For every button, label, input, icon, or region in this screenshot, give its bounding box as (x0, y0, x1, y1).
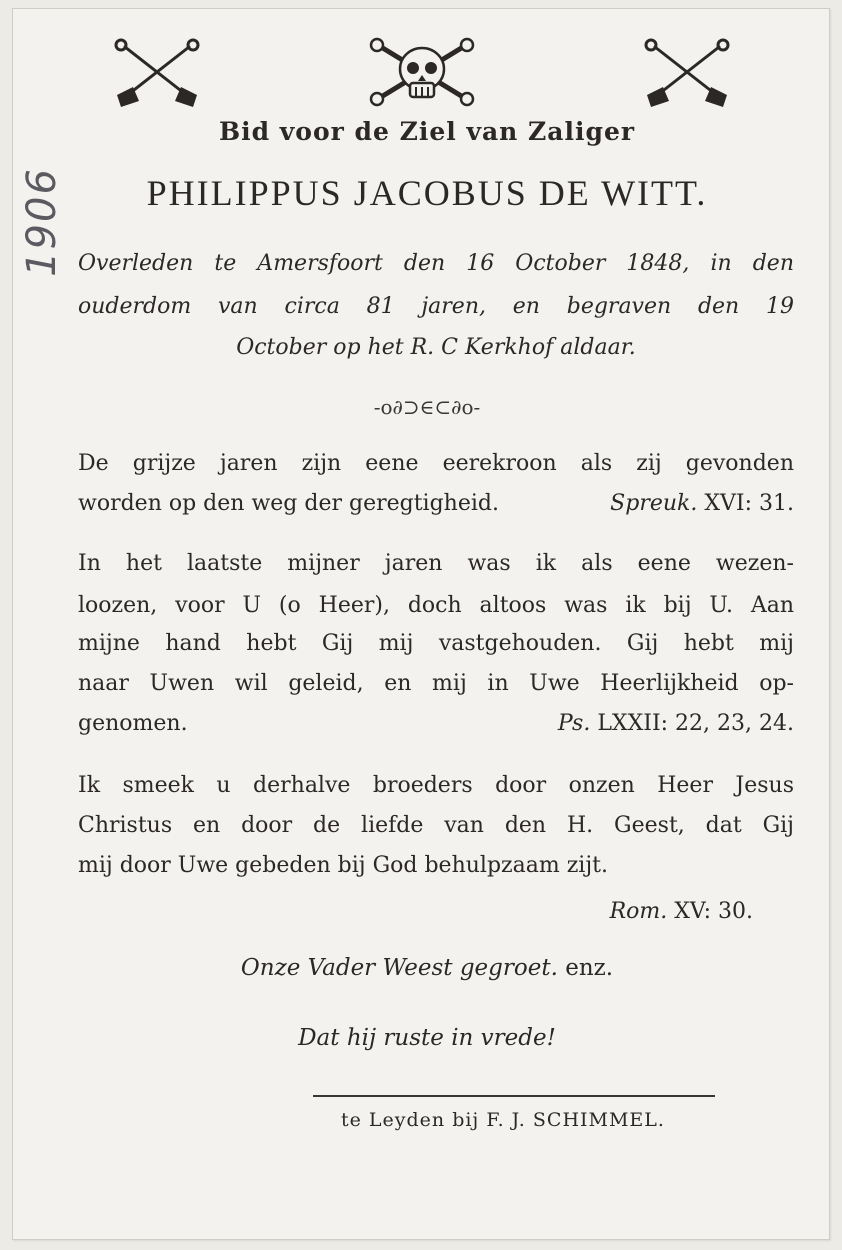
skull-crossbones-icon (367, 35, 477, 107)
verse-line (78, 491, 794, 516)
crossed-spades-icon (641, 37, 733, 109)
verse-text: worden op den weg der geregtigheid. (78, 491, 499, 516)
divider-rule (313, 1095, 715, 1097)
verse-text: genomen. (78, 711, 188, 736)
crossed-spades-icon (111, 37, 203, 109)
deceased-name: PHILIPPUS JACOBUS DE WITT. (146, 173, 708, 213)
prayer-text: Onze Vader Weest gegroet. (240, 955, 558, 981)
printer-imprint: te Leyden bij F. J. SCHIMMEL. (341, 1109, 665, 1131)
verse-line: Christus en door de liefde van den H. Geest, dat Gij (78, 813, 794, 838)
rest-in-peace-line: Dat hij ruste in vrede! (298, 1025, 556, 1051)
obituary-line: Overleden te Amersfoort den 16 October 1848, in den (78, 251, 794, 276)
verse-line: Ik smeek u derhalve broeders door onzen Heer Jesus (78, 773, 794, 798)
decorative-flourish: -o∂⊃∈⊂∂o- (373, 395, 481, 419)
margin-note-text: 1906 (18, 167, 65, 277)
verse-line: loozen, voor U (o Heer), doch altoos was ik bij U. Aan (78, 593, 794, 618)
prayer-etc: enz. (565, 955, 614, 981)
verse-reference: Spreuk. XVI: 31. (610, 491, 794, 516)
verse-line: naar Uwen wil geleid, en mij in Uwe Heerlijkheid op- (78, 671, 794, 696)
obituary-line: ouderdom van circa 81 jaren, en begraven den 19 (78, 294, 794, 319)
verse-line: De grijze jaren zijn eene eerekroon als zij gevonden (78, 451, 794, 476)
verse-reference: Rom. XV: 30. (609, 899, 753, 924)
memorial-card (12, 8, 830, 1240)
obituary-line: October op het R. C Kerkhof aldaar. (236, 335, 636, 360)
prayer-heading: Bid voor de Ziel van Zaliger (218, 117, 636, 146)
handwritten-margin-note (13, 159, 71, 277)
prayer-line (65, 955, 789, 981)
verse-reference: Ps. LXXII: 22, 23, 24. (557, 711, 794, 736)
verse-line (78, 711, 794, 736)
verse-line: mij door Uwe gebeden bij God behulpzaam zijt. (78, 853, 608, 878)
verse-line: mijne hand hebt Gij mij vastgehouden. Gij hebt mij (78, 631, 794, 656)
verse-line: In het laatste mijner jaren was ik als eene wezen- (78, 551, 794, 576)
